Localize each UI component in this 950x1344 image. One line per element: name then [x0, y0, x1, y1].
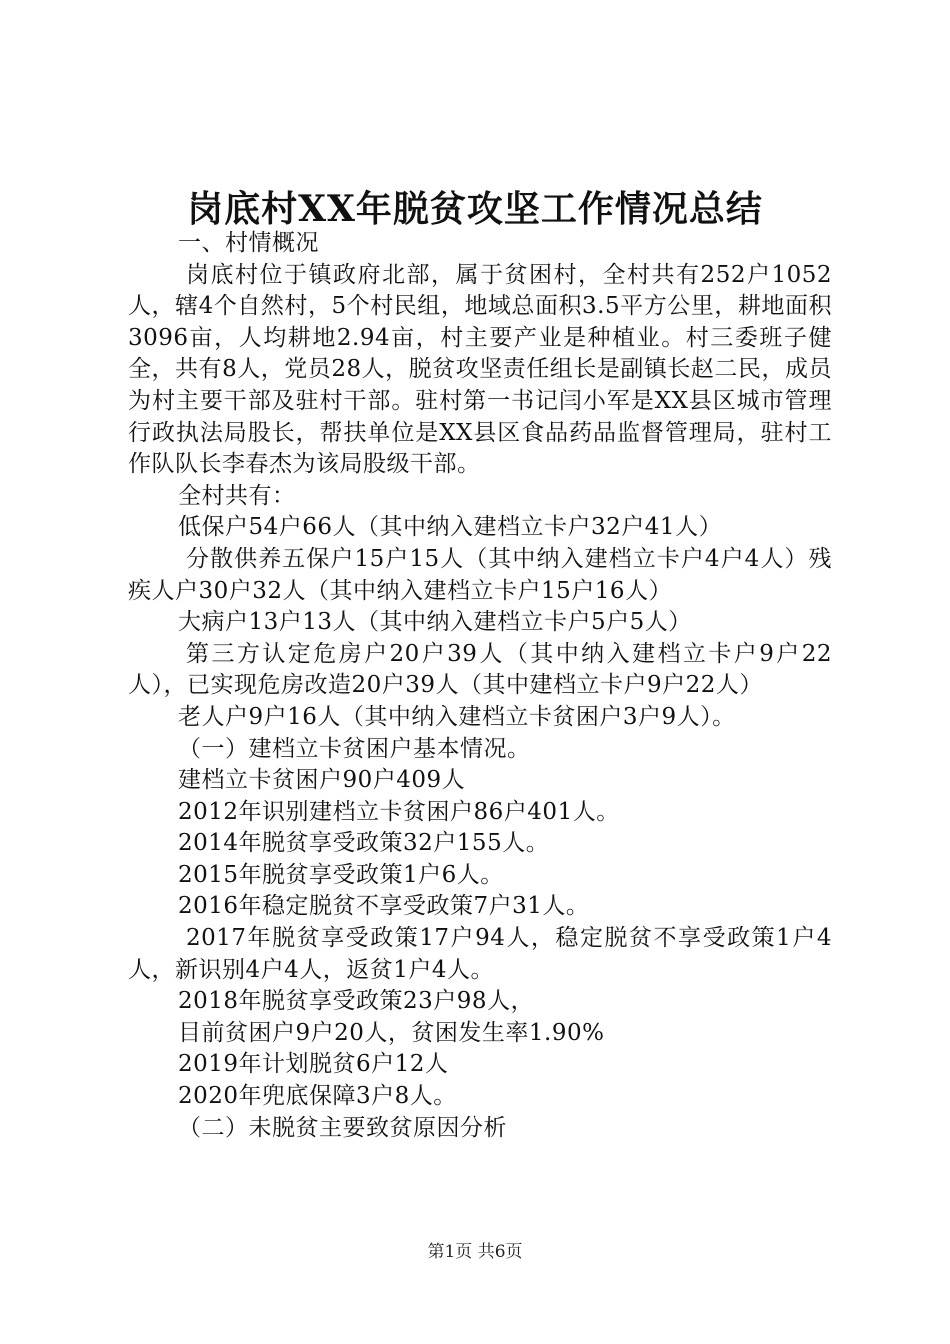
paragraph: 2019年计划脱贫6户12人: [178, 1051, 449, 1078]
paragraph: 一、村情概况: [178, 230, 319, 256]
paragraph: （二）未脱贫主要致贫原因分析: [178, 1114, 507, 1141]
document-title: 岗底村XX年脱贫攻坚工作情况总结: [187, 188, 763, 230]
paragraph: 2018年脱贫享受政策23户98人，: [178, 988, 535, 1015]
paragraph: 大病户13户13人（其中纳入建档立卡户5户5人）: [178, 609, 692, 636]
paragraph: 老人户9户16人（其中纳入建档立卡贫困户3户9人）。: [178, 703, 736, 730]
paragraph: 第三方认定危房户20户39人（其中纳入建档立卡户9户22人），已实现危房改造20户39人（其中建档立卡户9户22人）: [128, 640, 832, 699]
paragraph: （一）建档立卡贫困户基本情况。: [178, 735, 531, 762]
paragraph: 岗底村位于镇政府北部，属于贫困村，全村共有252户1052人，辖4个自然村，5个村民组，地域总面积3.5平方公里，耕地面积3096亩，人均耕地2.94亩，村主要产业是种植业。村三委班子健全，共有8人，党员28人，脱贫攻坚责任组长是副镇长赵二民，成员为村主要干部及驻村干部。驻村第一书记闫小军是XX县区城市管理行政执法局股长，帮扶单位是XX县区食品药品监督管理局，驻村工作队队长李春杰为该局股级干部。: [128, 261, 832, 478]
paragraph: 2016年稳定脱贫不享受政策7户31人。: [178, 893, 590, 920]
document-body: [128, 228, 832, 1144]
paragraph: 2015年脱贫享受政策1户6人。: [178, 861, 504, 888]
paragraph: 2012年识别建档立卡贫困户86户401人。: [178, 798, 620, 825]
paragraph: 全村共有：: [178, 482, 296, 509]
paragraph: 2014年脱贫享受政策32户155人。: [178, 830, 550, 857]
paragraph: 2020年兜底保障3户8人。: [178, 1083, 457, 1110]
paragraph: 建档立卡贫困户90户409人: [178, 767, 466, 794]
paragraph: 2017年脱贫享受政策17户94人，稳定脱贫不享受政策1户4人，新识别4户4人，返贫1户4人。: [128, 925, 832, 983]
paragraph: 分散供养五保户15户15人（其中纳入建档立卡户4户4人）残疾人户30户32人（其中纳入建档立卡户15户16人）: [128, 545, 832, 604]
paragraph: 低保户54户66人（其中纳入建档立卡户32户41人）: [178, 514, 723, 541]
paragraph: 目前贫困户9户20人，贫困发生率1.90%: [178, 1019, 605, 1046]
page-footer: 第1页 共6页: [427, 1242, 523, 1262]
